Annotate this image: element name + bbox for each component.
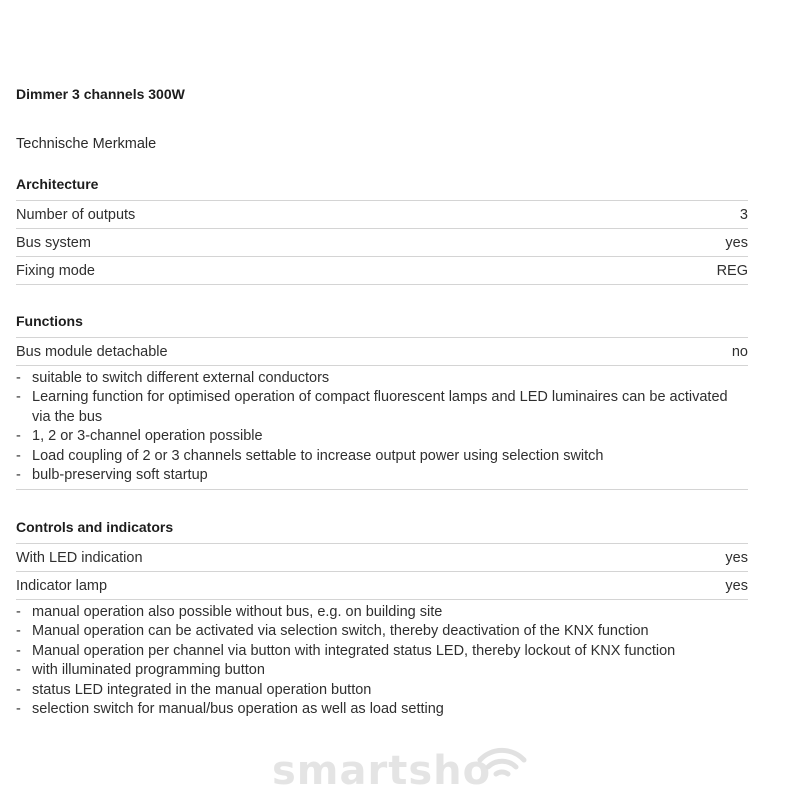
bullet-dash: - xyxy=(16,467,21,484)
bullet-dash: - xyxy=(16,662,21,679)
list-item-text: Load coupling of 2 or 3 channels settable to increase output power using selection switch xyxy=(32,447,604,464)
bullet-dash: - xyxy=(16,642,21,659)
bullet-dash: - xyxy=(16,623,21,640)
spec-row-fixing-mode xyxy=(16,257,748,285)
wifi-icon xyxy=(472,738,532,778)
watermark-text: smartsho xyxy=(272,748,492,794)
feature-list-controls xyxy=(16,600,748,723)
page-subtitle: Technische Merkmale xyxy=(16,136,157,152)
spec-value: 3 xyxy=(739,206,748,223)
list-item xyxy=(16,642,748,661)
bullet-dash: - xyxy=(16,428,21,445)
section-heading-functions: Functions xyxy=(16,312,748,338)
spec-label: Indicator lamp xyxy=(16,577,108,594)
list-item xyxy=(16,681,748,700)
spec-row-bus-module-detachable xyxy=(16,338,748,366)
list-item xyxy=(16,466,748,485)
list-item xyxy=(16,661,748,680)
list-item-text: Manual operation per channel via button with integrated status LED, thereby lockout of KNX function xyxy=(32,642,676,659)
list-item-text: with illuminated programming button xyxy=(32,662,265,679)
section-functions xyxy=(16,312,748,490)
spec-label: With LED indication xyxy=(16,549,143,566)
list-item xyxy=(16,369,748,388)
list-item xyxy=(16,603,748,622)
list-item-text: Manual operation can be activated via selection switch, thereby deactivation of the KNX function xyxy=(32,623,649,640)
bullet-dash: - xyxy=(16,370,21,386)
list-item-text: suitable to switch different external conductors xyxy=(32,370,330,386)
page-title: Dimmer 3 channels 300W xyxy=(16,86,185,102)
section-controls-indicators xyxy=(16,518,748,723)
section-heading-architecture: Architecture xyxy=(16,175,748,201)
list-item xyxy=(16,427,748,446)
spec-value: no xyxy=(731,343,748,360)
list-item xyxy=(16,447,748,466)
list-item-text: status LED integrated in the manual operation button xyxy=(32,681,372,698)
list-item-text: Learning function for optimised operation of compact fluorescent lamps and LED luminaires can be activated via the bus xyxy=(32,389,728,425)
spec-row-bus-system xyxy=(16,229,748,257)
list-item-text: bulb-preserving soft startup xyxy=(32,467,208,484)
section-heading-controls: Controls and indicators xyxy=(16,518,748,544)
spec-value: yes xyxy=(725,234,748,251)
spec-row-number-of-outputs xyxy=(16,201,748,229)
feature-list-functions xyxy=(16,366,748,490)
spec-label: Bus system xyxy=(16,234,91,251)
spec-row-indicator-lamp xyxy=(16,572,748,600)
bullet-dash: - xyxy=(16,681,21,698)
bullet-dash: - xyxy=(16,389,21,406)
spec-row-led-indication xyxy=(16,544,748,572)
list-item xyxy=(16,700,748,719)
bullet-dash: - xyxy=(16,447,21,464)
watermark-logo xyxy=(272,738,532,798)
spec-label: Fixing mode xyxy=(16,262,95,279)
spec-value: REG xyxy=(716,262,748,279)
section-architecture xyxy=(16,175,748,285)
bullet-dash: - xyxy=(16,604,21,620)
spec-value: yes xyxy=(725,577,748,594)
list-item xyxy=(16,388,748,427)
list-item-text: 1, 2 or 3-channel operation possible xyxy=(32,428,263,445)
bullet-dash: - xyxy=(16,701,21,718)
list-item-text: manual operation also possible without bus, e.g. on building site xyxy=(32,604,443,620)
spec-label: Bus module detachable xyxy=(16,343,168,360)
spec-value: yes xyxy=(725,549,748,566)
list-item xyxy=(16,622,748,641)
spec-label: Number of outputs xyxy=(16,206,136,223)
list-item-text: selection switch for manual/bus operation as well as load setting xyxy=(32,701,444,718)
